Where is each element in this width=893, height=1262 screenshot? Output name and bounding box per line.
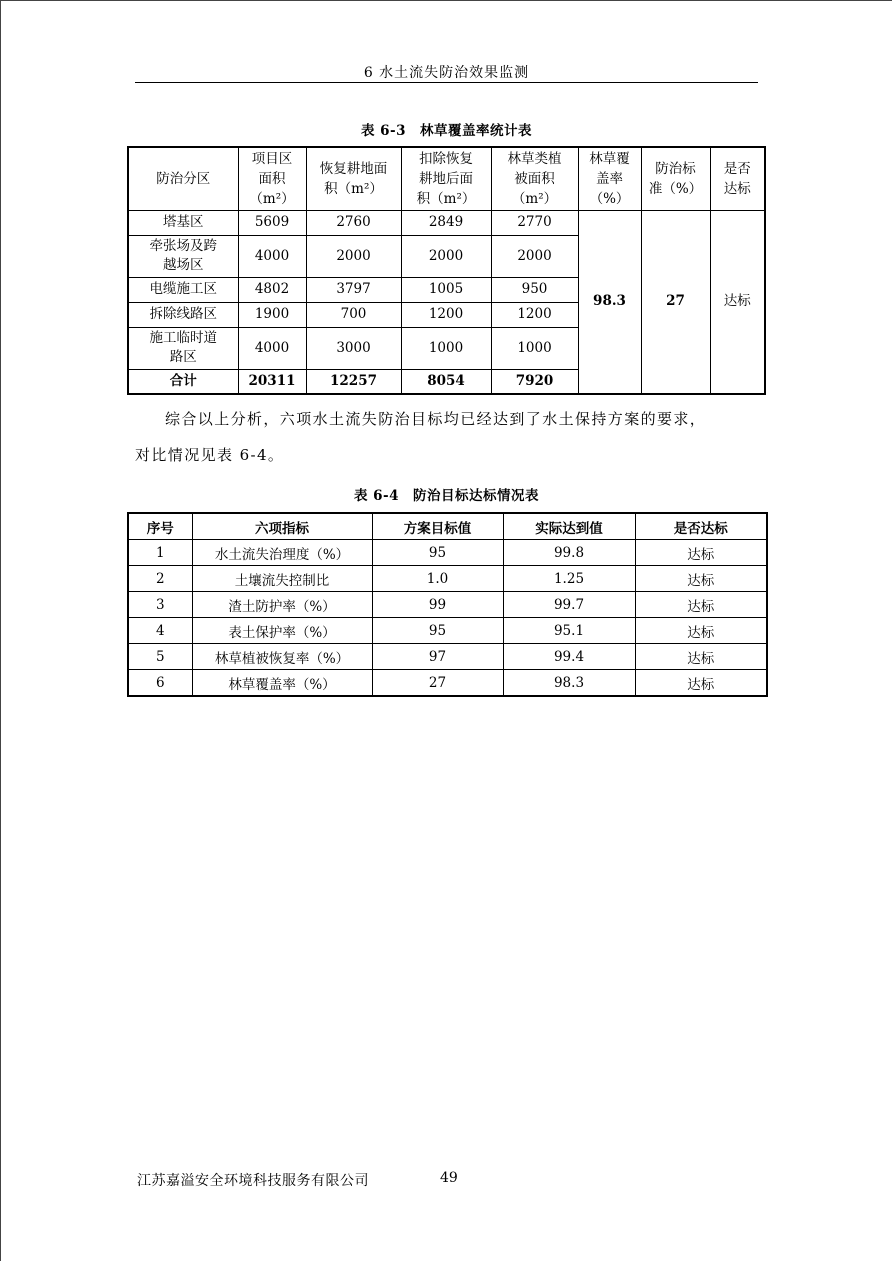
actual-cell: 95.1 xyxy=(503,618,635,644)
indicator-cell: 土壤流失控制比 xyxy=(192,566,372,592)
indicator-cell: 表土保护率（%） xyxy=(192,618,372,644)
header-cell: 实际达到值 xyxy=(503,513,635,540)
indicator-cell: 水土流失治理度（%） xyxy=(192,540,372,566)
header-cell: 六项指标 xyxy=(192,513,372,540)
result-cell: 达标 xyxy=(635,670,767,697)
table-6-3-caption-number: 表 6-3 xyxy=(360,123,407,139)
zone-cell: 牵张场及跨 越场区 xyxy=(128,235,238,277)
header-cell: 是否达标 xyxy=(635,513,767,540)
indicator-cell: 林草植被恢复率（%） xyxy=(192,644,372,670)
value-cell: 1900 xyxy=(238,302,306,327)
result-cell: 达标 xyxy=(635,618,767,644)
summary-paragraph-line2: 对比情况见表 6-4。 xyxy=(135,446,285,464)
value-cell: 2000 xyxy=(491,235,578,277)
value-cell: 1200 xyxy=(491,302,578,327)
zone-cell: 塔基区 xyxy=(128,210,238,235)
header-cell: 方案目标值 xyxy=(372,513,503,540)
total-value: 12257 xyxy=(306,369,401,394)
actual-cell: 99.8 xyxy=(503,540,635,566)
header-rule xyxy=(135,82,758,83)
value-cell: 1000 xyxy=(401,327,491,369)
value-cell: 3000 xyxy=(306,327,401,369)
value-cell: 2000 xyxy=(401,235,491,277)
total-value: 8054 xyxy=(401,369,491,394)
result-cell: 达标 xyxy=(635,644,767,670)
value-cell: 700 xyxy=(306,302,401,327)
zone-cell: 电缆施工区 xyxy=(128,277,238,302)
indicator-cell: 林草覆盖率（%） xyxy=(192,670,372,697)
summary-paragraph-line1: 综合以上分析，六项水土流失防治目标均已经达到了水土保持方案的要求， xyxy=(165,410,707,428)
table-6-3-caption xyxy=(0,119,893,139)
page-number: 49 xyxy=(440,1170,458,1186)
actual-cell: 99.7 xyxy=(503,592,635,618)
table-6-4-header-row xyxy=(128,513,767,540)
total-label: 合计 xyxy=(128,369,238,394)
indicator-cell: 渣土防护率（%） xyxy=(192,592,372,618)
target-cell: 1.0 xyxy=(372,566,503,592)
index-cell: 5 xyxy=(128,644,192,670)
total-value: 20311 xyxy=(238,369,306,394)
table-row xyxy=(128,540,767,566)
result-cell: 达标 xyxy=(710,210,765,394)
table-row xyxy=(128,566,767,592)
table-6-4-caption-title: 防治目标达标情况表 xyxy=(413,488,540,504)
value-cell: 1005 xyxy=(401,277,491,302)
table-row xyxy=(128,210,765,235)
index-cell: 4 xyxy=(128,618,192,644)
table-6-3-caption-title: 林草覆盖率统计表 xyxy=(420,123,533,139)
target-achievement-table xyxy=(127,512,768,697)
result-cell: 达标 xyxy=(635,592,767,618)
target-cell: 95 xyxy=(372,618,503,644)
table-row xyxy=(128,618,767,644)
running-header: 6 水土流失防治效果监测 xyxy=(363,65,530,81)
index-cell: 3 xyxy=(128,592,192,618)
zone-cell: 施工临时道 路区 xyxy=(128,327,238,369)
total-value: 7920 xyxy=(491,369,578,394)
value-cell: 4000 xyxy=(238,327,306,369)
table-row xyxy=(128,670,767,697)
table-6-4-caption-number: 表 6-4 xyxy=(353,488,400,504)
value-cell: 950 xyxy=(491,277,578,302)
index-cell: 6 xyxy=(128,670,192,697)
actual-cell: 1.25 xyxy=(503,566,635,592)
header-cell: 林草类植 被面积 （m²） xyxy=(491,147,578,210)
value-cell: 5609 xyxy=(238,210,306,235)
target-cell: 97 xyxy=(372,644,503,670)
header-cell: 是否 达标 xyxy=(710,147,765,210)
target-cell: 27 xyxy=(372,670,503,697)
zone-cell: 拆除线路区 xyxy=(128,302,238,327)
value-cell: 3797 xyxy=(306,277,401,302)
header-cell: 防治标 准（%） xyxy=(641,147,710,210)
table-6-4-caption xyxy=(0,484,893,504)
value-cell: 2000 xyxy=(306,235,401,277)
index-cell: 2 xyxy=(128,566,192,592)
coverage-statistics-table xyxy=(127,146,766,395)
target-cell: 99 xyxy=(372,592,503,618)
coverage-rate-cell: 98.3 xyxy=(578,210,641,394)
header-cell: 序号 xyxy=(128,513,192,540)
table-6-3-header-row xyxy=(128,147,765,210)
actual-cell: 98.3 xyxy=(503,670,635,697)
header-cell: 项目区 面积 （m²） xyxy=(238,147,306,210)
standard-cell: 27 xyxy=(641,210,710,394)
result-cell: 达标 xyxy=(635,540,767,566)
index-cell: 1 xyxy=(128,540,192,566)
table-row xyxy=(128,644,767,670)
value-cell: 4802 xyxy=(238,277,306,302)
header-cell: 扣除恢复 耕地后面 积（m²） xyxy=(401,147,491,210)
header-cell: 防治分区 xyxy=(128,147,238,210)
footer-company-name: 江苏嘉溢安全环境科技服务有限公司 xyxy=(137,1173,369,1189)
value-cell: 4000 xyxy=(238,235,306,277)
value-cell: 2760 xyxy=(306,210,401,235)
value-cell: 1200 xyxy=(401,302,491,327)
value-cell: 2770 xyxy=(491,210,578,235)
header-cell: 林草覆 盖率 （%） xyxy=(578,147,641,210)
result-cell: 达标 xyxy=(635,566,767,592)
target-cell: 95 xyxy=(372,540,503,566)
actual-cell: 99.4 xyxy=(503,644,635,670)
value-cell: 2849 xyxy=(401,210,491,235)
value-cell: 1000 xyxy=(491,327,578,369)
table-row xyxy=(128,592,767,618)
header-cell: 恢复耕地面 积（m²） xyxy=(306,147,401,210)
